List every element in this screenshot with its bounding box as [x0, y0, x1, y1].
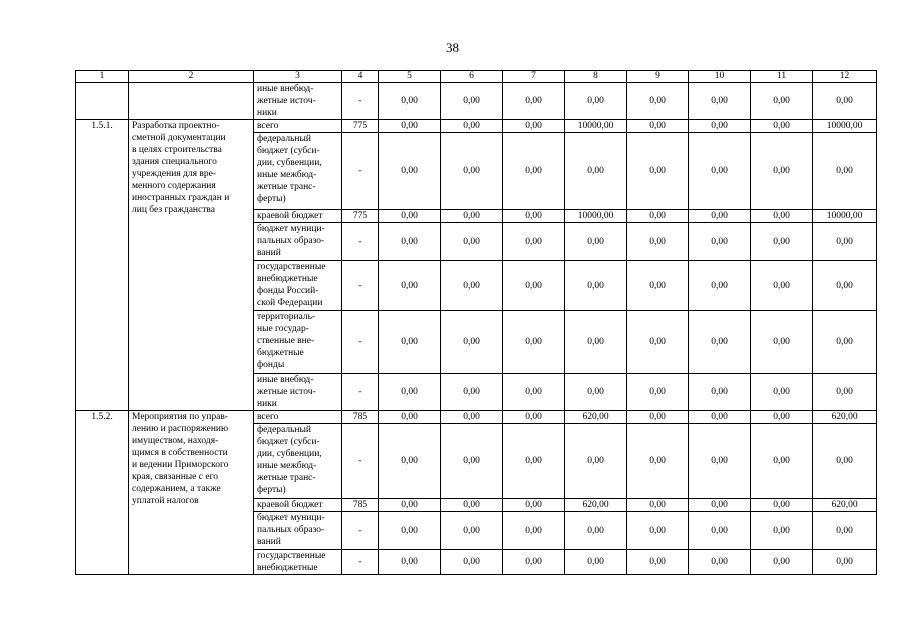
- page-number: 38: [446, 40, 459, 55]
- code-cell: -: [342, 133, 379, 210]
- value-cell: 0,00: [689, 550, 751, 575]
- funding-source-label: федеральный бюджет (субси- дии, субвенции, иные межбюд- жетные транс- ферты): [257, 425, 322, 495]
- value-cell: 0,00: [503, 133, 565, 210]
- value-cell: 0,00: [503, 261, 565, 311]
- column-header: 2: [129, 71, 254, 83]
- value-cell: 0,00: [751, 411, 813, 424]
- value-cell: 620,00: [813, 499, 877, 512]
- value-cell: 0,00: [689, 83, 751, 120]
- code-cell: -: [342, 374, 379, 411]
- value-cell: 0,00: [689, 374, 751, 411]
- source-cell: [254, 499, 342, 512]
- column-header: 10: [689, 71, 751, 83]
- value-cell: 0,00: [565, 512, 627, 550]
- value-cell: 620,00: [565, 411, 627, 424]
- value-cell: 0,00: [627, 411, 689, 424]
- value-cell: 0,00: [503, 550, 565, 575]
- source-cell: [254, 374, 342, 411]
- column-header: 4: [342, 71, 379, 83]
- value-cell: 0,00: [689, 210, 751, 223]
- funding-source-label: федеральный бюджет (субси- дии, субвенции, иные межбюд- жетные транс- ферты): [257, 134, 322, 204]
- column-header: 8: [565, 71, 627, 83]
- value-cell: 0,00: [627, 550, 689, 575]
- value-cell: 0,00: [813, 83, 877, 120]
- value-cell: 0,00: [441, 210, 503, 223]
- value-cell: 0,00: [379, 499, 441, 512]
- value-cell: 0,00: [627, 120, 689, 133]
- funding-source-label: иные внебюд- жетные источ- ники: [257, 84, 316, 118]
- value-cell: 0,00: [441, 133, 503, 210]
- value-cell: 0,00: [565, 374, 627, 411]
- value-cell: 0,00: [627, 311, 689, 374]
- item-title-cell: [129, 120, 254, 411]
- source-cell: [254, 120, 342, 133]
- value-cell: 0,00: [689, 512, 751, 550]
- funding-source-label: всего: [257, 121, 279, 131]
- item-title: Мероприятия по управ- лению и распоряжению имуществом, находя- щимся в собственности и ведении Приморского края, связанные с его содержанием, а также уплатой налогов: [132, 412, 229, 506]
- value-cell: 0,00: [751, 424, 813, 499]
- value-cell: 0,00: [379, 210, 441, 223]
- value-cell: 0,00: [565, 424, 627, 499]
- table-row: [76, 120, 877, 133]
- value-cell: 620,00: [813, 411, 877, 424]
- value-cell: 0,00: [751, 512, 813, 550]
- code-cell: 785: [342, 411, 379, 424]
- source-cell: [254, 223, 342, 261]
- value-cell: 0,00: [503, 424, 565, 499]
- source-cell: [254, 83, 342, 120]
- value-cell: 0,00: [689, 261, 751, 311]
- value-cell: 0,00: [503, 499, 565, 512]
- item-title-cell: [129, 411, 254, 575]
- item-title: Разработка проектно- сметной документации в целях строительства здания специального учреждения для вре- менного содержания иностранных граждан и лиц без гражданства: [132, 121, 230, 215]
- value-cell: 0,00: [565, 261, 627, 311]
- value-cell: 0,00: [441, 512, 503, 550]
- column-header: 6: [441, 71, 503, 83]
- column-header: 11: [751, 71, 813, 83]
- item-id: 1.5.1.: [76, 120, 129, 411]
- item-id: 1.5.2.: [76, 411, 129, 575]
- value-cell: 0,00: [503, 411, 565, 424]
- value-cell: 10000,00: [813, 210, 877, 223]
- value-cell: 0,00: [627, 133, 689, 210]
- value-cell: 0,00: [503, 311, 565, 374]
- funding-source-label: краевой бюджет: [257, 211, 323, 221]
- value-cell: 0,00: [813, 424, 877, 499]
- value-cell: 620,00: [565, 499, 627, 512]
- value-cell: 0,00: [689, 133, 751, 210]
- column-header: 5: [379, 71, 441, 83]
- value-cell: 0,00: [751, 133, 813, 210]
- value-cell: 0,00: [441, 411, 503, 424]
- source-cell: [254, 411, 342, 424]
- value-cell: 0,00: [565, 311, 627, 374]
- value-cell: 0,00: [441, 261, 503, 311]
- value-cell: 0,00: [379, 223, 441, 261]
- value-cell: 0,00: [751, 499, 813, 512]
- value-cell: 0,00: [813, 261, 877, 311]
- value-cell: 0,00: [441, 83, 503, 120]
- funding-source-label: бюджет муници- пальных образо- ваний: [257, 513, 325, 547]
- value-cell: 0,00: [441, 499, 503, 512]
- value-cell: 0,00: [751, 311, 813, 374]
- value-cell: 0,00: [441, 550, 503, 575]
- code-cell: 775: [342, 210, 379, 223]
- value-cell: 0,00: [503, 374, 565, 411]
- source-cell: [254, 311, 342, 374]
- value-cell: 0,00: [379, 411, 441, 424]
- value-cell: 0,00: [379, 261, 441, 311]
- value-cell: 0,00: [627, 499, 689, 512]
- value-cell: 0,00: [627, 512, 689, 550]
- value-cell: 0,00: [751, 210, 813, 223]
- value-cell: 0,00: [813, 550, 877, 575]
- empty-title-cell: [129, 83, 254, 120]
- source-cell: [254, 133, 342, 210]
- column-header: 1: [76, 71, 129, 83]
- value-cell: 0,00: [813, 512, 877, 550]
- value-cell: 0,00: [689, 311, 751, 374]
- empty-id-cell: [76, 83, 129, 120]
- funding-source-label: всего: [257, 412, 279, 422]
- source-cell: [254, 261, 342, 311]
- value-cell: 0,00: [379, 133, 441, 210]
- funding-source-label: иные внебюд- жетные источ- ники: [257, 375, 316, 409]
- value-cell: 0,00: [379, 311, 441, 374]
- funding-source-label: бюджет муници- пальных образо- ваний: [257, 224, 325, 258]
- value-cell: 0,00: [627, 223, 689, 261]
- source-cell: [254, 512, 342, 550]
- value-cell: 0,00: [503, 223, 565, 261]
- value-cell: 0,00: [813, 374, 877, 411]
- value-cell: 0,00: [813, 133, 877, 210]
- value-cell: 0,00: [379, 120, 441, 133]
- value-cell: 0,00: [441, 424, 503, 499]
- value-cell: 0,00: [441, 311, 503, 374]
- funding-source-label: государственные внебюджетные: [257, 551, 326, 573]
- table-row: [76, 83, 877, 120]
- code-cell: -: [342, 512, 379, 550]
- header-row: [76, 71, 877, 83]
- code-cell: -: [342, 223, 379, 261]
- source-cell: [254, 210, 342, 223]
- code-cell: -: [342, 550, 379, 575]
- table-body: [76, 83, 877, 575]
- value-cell: 0,00: [627, 83, 689, 120]
- value-cell: 0,00: [751, 374, 813, 411]
- value-cell: 0,00: [503, 120, 565, 133]
- value-cell: 10000,00: [813, 120, 877, 133]
- value-cell: 0,00: [751, 550, 813, 575]
- value-cell: 0,00: [689, 499, 751, 512]
- funding-source-label: краевой бюджет: [257, 500, 323, 510]
- column-header: 12: [813, 71, 877, 83]
- column-header: 7: [503, 71, 565, 83]
- funding-source-label: государственные внебюджетные фонды Россий- ской Федерации: [257, 262, 326, 308]
- value-cell: 0,00: [565, 133, 627, 210]
- value-cell: 0,00: [751, 83, 813, 120]
- code-cell: -: [342, 311, 379, 374]
- value-cell: 0,00: [627, 261, 689, 311]
- value-cell: 0,00: [441, 223, 503, 261]
- value-cell: 0,00: [379, 550, 441, 575]
- code-cell: -: [342, 83, 379, 120]
- value-cell: 10000,00: [565, 210, 627, 223]
- value-cell: 0,00: [565, 550, 627, 575]
- value-cell: 0,00: [689, 411, 751, 424]
- code-cell: 775: [342, 120, 379, 133]
- funding-source-label: территориаль- ные государ- ственные вне- бюджетные фонды: [257, 312, 316, 370]
- value-cell: 0,00: [751, 223, 813, 261]
- budget-table: [75, 70, 877, 575]
- value-cell: 0,00: [627, 424, 689, 499]
- value-cell: 0,00: [379, 512, 441, 550]
- value-cell: 0,00: [565, 83, 627, 120]
- value-cell: 0,00: [441, 374, 503, 411]
- code-cell: 785: [342, 499, 379, 512]
- value-cell: 0,00: [689, 424, 751, 499]
- source-cell: [254, 550, 342, 575]
- value-cell: 0,00: [813, 311, 877, 374]
- column-header: 3: [254, 71, 342, 83]
- value-cell: 0,00: [441, 120, 503, 133]
- table-row: [76, 411, 877, 424]
- code-cell: -: [342, 261, 379, 311]
- value-cell: 0,00: [813, 223, 877, 261]
- value-cell: 0,00: [379, 83, 441, 120]
- value-cell: 0,00: [689, 120, 751, 133]
- value-cell: 0,00: [379, 424, 441, 499]
- column-header: 9: [627, 71, 689, 83]
- value-cell: 0,00: [689, 223, 751, 261]
- value-cell: 0,00: [503, 83, 565, 120]
- value-cell: 0,00: [627, 374, 689, 411]
- value-cell: 0,00: [379, 374, 441, 411]
- value-cell: 0,00: [751, 120, 813, 133]
- source-cell: [254, 424, 342, 499]
- code-cell: -: [342, 424, 379, 499]
- value-cell: 0,00: [627, 210, 689, 223]
- value-cell: 0,00: [503, 210, 565, 223]
- value-cell: 0,00: [751, 261, 813, 311]
- value-cell: 0,00: [565, 223, 627, 261]
- value-cell: 0,00: [503, 512, 565, 550]
- value-cell: 10000,00: [565, 120, 627, 133]
